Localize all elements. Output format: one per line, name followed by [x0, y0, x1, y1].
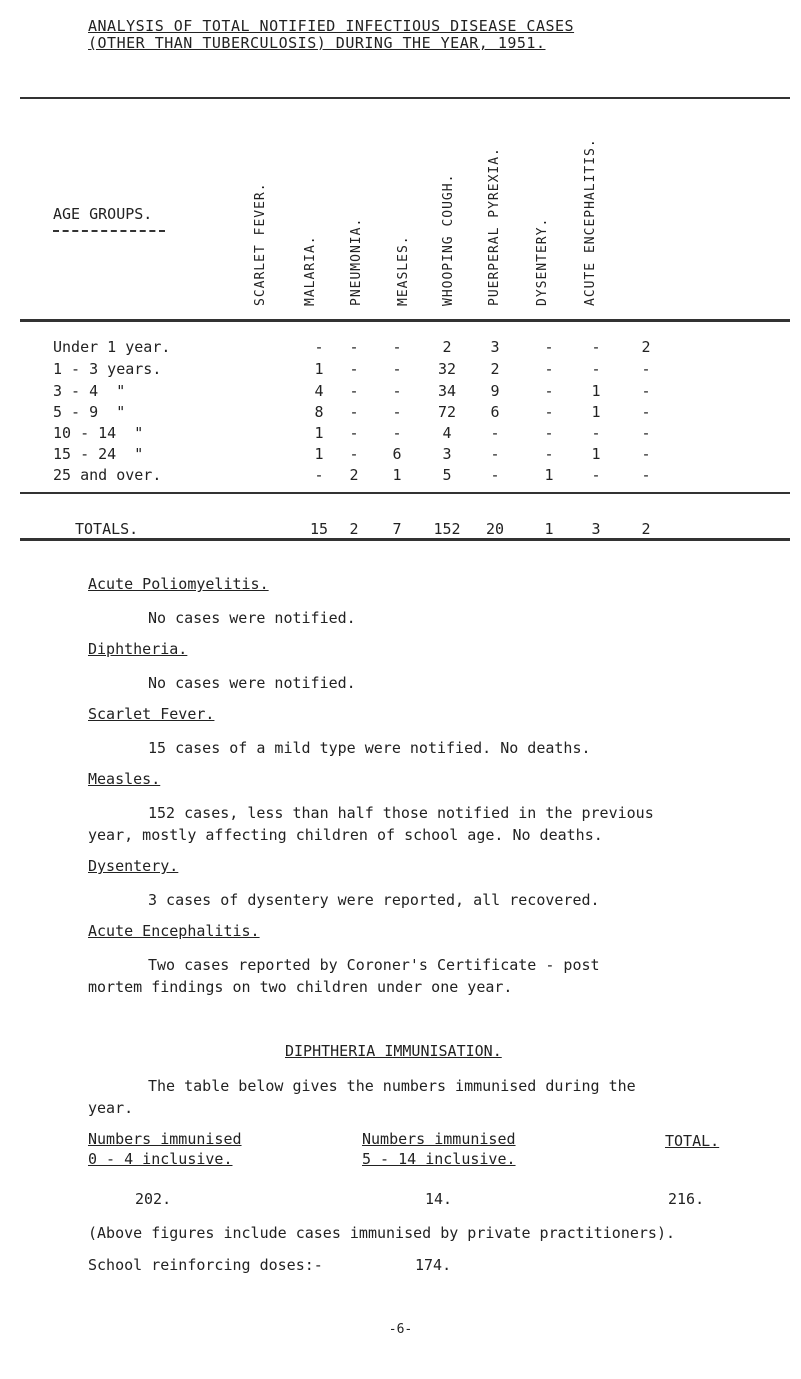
table-row [53, 424, 773, 446]
table-cell: 8 [314, 403, 324, 421]
heading-measles: Measles. [88, 770, 161, 788]
col-5-14-heading-1: Numbers immunised [362, 1130, 516, 1148]
heading-scarlet-fever: Scarlet Fever. [88, 705, 215, 723]
age-groups-underline [53, 230, 165, 232]
table-cell: 1 [314, 445, 324, 463]
table-cell: 1 [591, 445, 601, 463]
text-dysentery: 3 cases of dysentery were reported, all recovered. [148, 891, 600, 909]
col-5-14-heading-2: 5 - 14 inclusive. [362, 1150, 516, 1168]
table-cell: - [314, 338, 324, 356]
title-line-1: ANALYSIS OF TOTAL NOTIFIED INFECTIOUS DISEASE CASES [88, 17, 575, 35]
column-header-4: WHOOPING COUGH. [441, 173, 456, 306]
heading-dysentery: Dysentery. [88, 857, 179, 875]
table-cell: - [591, 466, 601, 484]
column-header-7: ACUTE ENCEPHALITIS. [583, 138, 598, 306]
column-header-1: MALARIA. [303, 235, 318, 306]
table-cell: - [392, 403, 402, 421]
table-cell: - [641, 403, 651, 421]
row-label: 3 - 4 " [53, 382, 126, 400]
table-cell: 4 [442, 424, 452, 442]
row-label: 10 - 14 " [53, 424, 144, 442]
table-cell: - [490, 445, 500, 463]
immunisation-intro-2: year. [88, 1099, 134, 1117]
title-line-2: (OTHER THAN TUBERCULOSIS) DURING THE YEAR, 1951. [88, 34, 546, 52]
totals-cell: 7 [392, 520, 402, 538]
value-0-4: 202. [135, 1190, 172, 1208]
table-row [53, 338, 773, 360]
table-cell: - [349, 382, 359, 400]
heading-acute-poliomyelitis: Acute Poliomyelitis. [88, 575, 269, 593]
table-header-rule [20, 319, 790, 322]
table-cell: - [544, 403, 554, 421]
table-cell: 6 [490, 403, 500, 421]
totals-cell: 15 [309, 520, 329, 538]
age-groups-header: AGE GROUPS. [53, 205, 153, 223]
row-label: 15 - 24 " [53, 445, 144, 463]
table-row [53, 360, 773, 382]
text-scarlet-fever: 15 cases of a mild type were notified. No deaths. [148, 739, 591, 757]
heading-diphtheria: Diphtheria. [88, 640, 188, 658]
table-cell: - [349, 445, 359, 463]
column-header-0: SCARLET FEVER. [253, 182, 268, 306]
table-cell: 9 [490, 382, 500, 400]
text-diphtheria: No cases were notified. [148, 674, 356, 692]
table-cell: 4 [314, 382, 324, 400]
heading-acute-encephalitis: Acute Encephalitis. [88, 922, 260, 940]
totals-cell: 20 [485, 520, 505, 538]
table-cell: - [392, 338, 402, 356]
column-header-6: DYSENTERY. [535, 217, 550, 306]
table-cell: - [641, 445, 651, 463]
totals-cell: 3 [591, 520, 601, 538]
table-cell: 3 [490, 338, 500, 356]
table-cell: - [544, 360, 554, 378]
table-cell: - [490, 424, 500, 442]
col-total-heading: TOTAL. [665, 1132, 720, 1150]
text-acute-encephalitis-2: mortem findings on two children under one year. [88, 978, 513, 996]
table-cell: - [490, 466, 500, 484]
text-acute-encephalitis-1: Two cases reported by Coroner's Certificate - post [148, 956, 600, 974]
totals-cell: 152 [433, 520, 461, 538]
page-title [88, 18, 574, 52]
text-measles-1: 152 cases, less than half those notified in the previous [148, 804, 654, 822]
table-row [53, 445, 773, 467]
totals-cell: 2 [641, 520, 651, 538]
table-cell: - [349, 338, 359, 356]
column-header-2: PNEUMONIA. [349, 217, 364, 306]
table-row [53, 382, 773, 404]
table-cell: - [392, 424, 402, 442]
table-cell: - [591, 424, 601, 442]
table-cell: - [314, 466, 324, 484]
reinforcing-label: School reinforcing doses:- [88, 1256, 323, 1274]
table-cell: 72 [437, 403, 457, 421]
table-cell: 2 [490, 360, 500, 378]
totals-cell: 2 [349, 520, 359, 538]
immunisation-note: (Above figures include cases immunised by private practitioners). [88, 1224, 675, 1242]
table-cell: - [544, 445, 554, 463]
table-cell: 1 [392, 466, 402, 484]
table-cell: - [641, 424, 651, 442]
table-cell: - [349, 424, 359, 442]
col-0-4-heading-1: Numbers immunised [88, 1130, 242, 1148]
table-cell: 1 [591, 403, 601, 421]
table-cell: - [544, 424, 554, 442]
immunisation-intro-1: The table below gives the numbers immunised during the [148, 1077, 636, 1095]
table-cell: 1 [544, 466, 554, 484]
table-cell: - [641, 360, 651, 378]
value-total: 216. [668, 1190, 705, 1208]
reinforcing-value: 174. [415, 1256, 452, 1274]
table-cell: - [544, 338, 554, 356]
totals-label: TOTALS. [75, 520, 139, 538]
row-label: Under 1 year. [53, 338, 171, 356]
text-measles-2: year, mostly affecting children of school age. No deaths. [88, 826, 603, 844]
value-5-14: 14. [425, 1190, 453, 1208]
table-cell: 2 [349, 466, 359, 484]
table-cell: - [392, 360, 402, 378]
row-label: 25 and over. [53, 466, 162, 484]
table-cell: - [349, 403, 359, 421]
table-cell: 1 [314, 360, 324, 378]
table-top-rule [20, 97, 790, 99]
table-cell: - [544, 382, 554, 400]
totals-cell: 1 [544, 520, 554, 538]
table-totals-rule [20, 492, 790, 494]
table-cell: 34 [437, 382, 457, 400]
table-cell: 6 [392, 445, 402, 463]
col-0-4-heading-2: 0 - 4 inclusive. [88, 1150, 233, 1168]
row-label: 5 - 9 " [53, 403, 126, 421]
text-acute-poliomyelitis: No cases were notified. [148, 609, 356, 627]
heading-diphtheria-immunisation: DIPHTHERIA IMMUNISATION. [285, 1042, 502, 1060]
table-cell: 32 [437, 360, 457, 378]
table-cell: - [641, 466, 651, 484]
table-cell: - [392, 382, 402, 400]
table-cell: - [641, 382, 651, 400]
column-header-3: MEASLES. [396, 235, 411, 306]
table-cell: - [591, 338, 601, 356]
table-row [53, 403, 773, 425]
page-number: -6- [388, 1322, 413, 1337]
table-cell: 3 [442, 445, 452, 463]
totals-row [53, 520, 773, 542]
table-cell: 5 [442, 466, 452, 484]
table-cell: - [591, 360, 601, 378]
row-label: 1 - 3 years. [53, 360, 162, 378]
table-cell: 1 [314, 424, 324, 442]
table-cell: - [349, 360, 359, 378]
table-row [53, 466, 773, 488]
table-cell: 1 [591, 382, 601, 400]
table-cell: 2 [641, 338, 651, 356]
table-cell: 2 [442, 338, 452, 356]
column-header-5: PUERPERAL PYREXIA. [487, 147, 502, 306]
